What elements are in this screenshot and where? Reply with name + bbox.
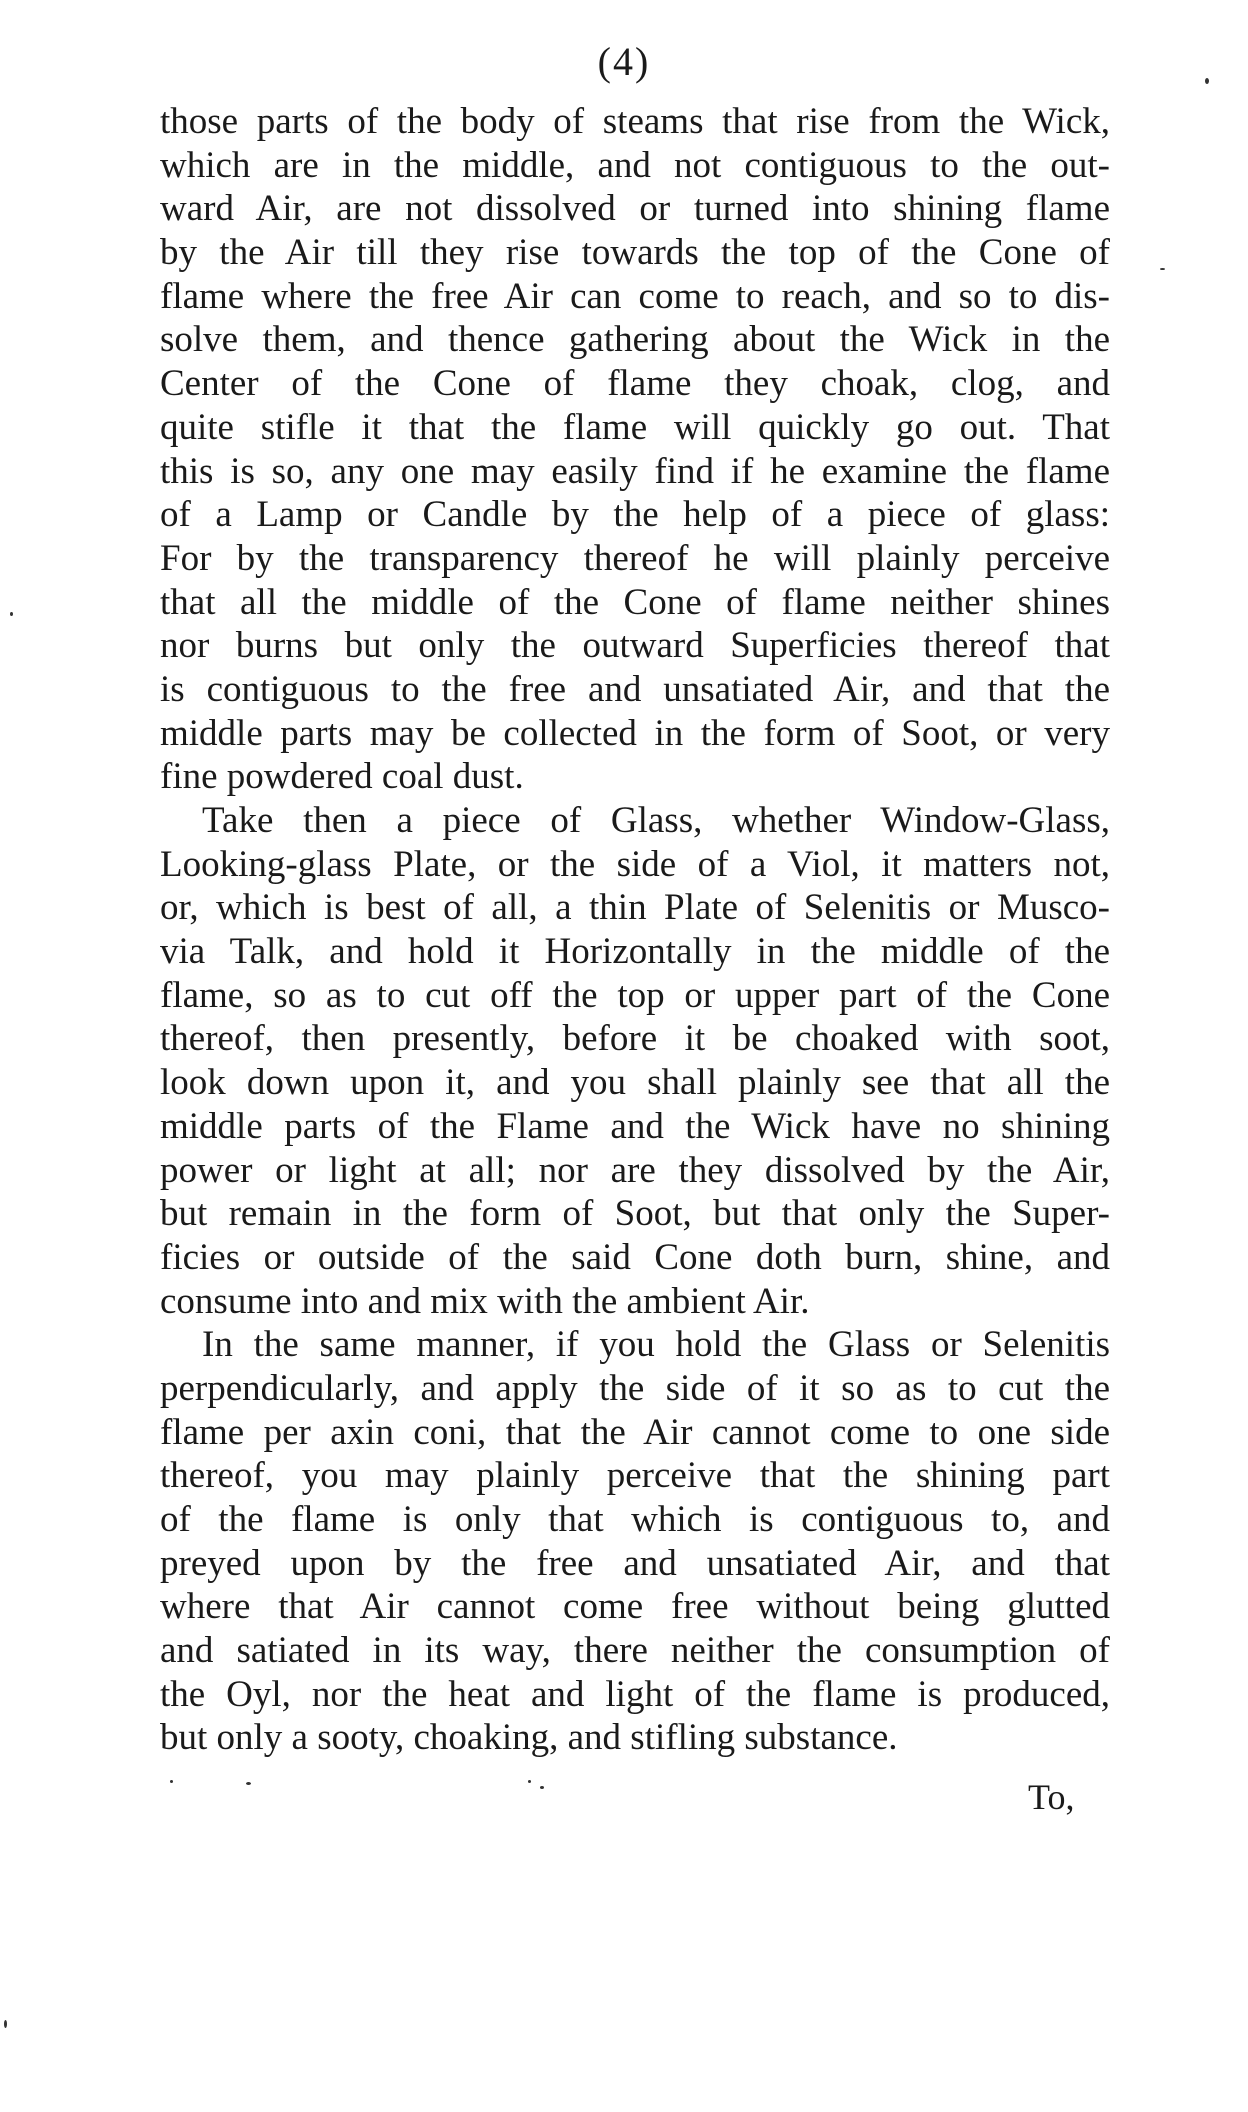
- page-number: (4): [597, 39, 651, 84]
- text-line: flame where the free Air can come to reach, and so to dis-: [160, 275, 1110, 317]
- paragraph-2: [160, 799, 1110, 1323]
- text-line: via Talk, and hold it Horizontally in the middle of the: [160, 931, 1110, 973]
- paragraph-1: [160, 100, 1110, 799]
- text-line: or, which is best of all, a thin Plate of Selenitis or Musco-: [160, 887, 1110, 929]
- text-line: look down upon it, and you shall plainly see that all the: [160, 1062, 1110, 1104]
- text-line: solve them, and thence gathering about the Wick in the: [160, 319, 1110, 361]
- text-line: fine powdered coal dust.: [160, 756, 524, 798]
- paragraph-3: [160, 1323, 1110, 1760]
- text-line: quite stifle it that the flame will quickly go out. That: [160, 406, 1110, 448]
- text-line: where that Air cannot come free without being glutted: [160, 1586, 1110, 1628]
- text-line: ward Air, are not dissolved or turned into shining flame: [160, 188, 1110, 230]
- text-line: of a Lamp or Candle by the help of a piece of glass:: [160, 494, 1110, 536]
- text-line: preyed upon by the free and unsatiated Air, and that: [160, 1542, 1110, 1584]
- scan-speck: [1160, 268, 1165, 270]
- text-line: flame per axin coni, that the Air cannot come to one side: [160, 1411, 1110, 1453]
- text-line: perpendicularly, and apply the side of it so as to cut the: [160, 1367, 1110, 1409]
- text-line: Center of the Cone of flame they choak, clog, and: [160, 363, 1110, 405]
- text-line: of the flame is only that which is contiguous to, and: [160, 1499, 1110, 1540]
- text-line: but only a sooty, choaking, and stifling substance.: [160, 1717, 898, 1759]
- text-line: flame, so as to cut off the top or upper part of the Cone: [160, 974, 1110, 1016]
- text-line: those parts of the body of steams that rise from the Wick,: [160, 101, 1110, 142]
- text-line: by the Air till they rise towards the top of the Cone of: [160, 232, 1110, 274]
- text-line: this is so, any one may easily find if he examine the flame: [160, 450, 1110, 492]
- scan-speck: [1205, 78, 1209, 84]
- scan-speck: [540, 1786, 544, 1789]
- text-line: Take then a piece of Glass, whether Window-Glass,: [202, 800, 1110, 841]
- text-line: thereof, then presently, before it be choaked with soot,: [160, 1018, 1110, 1060]
- body-text: [160, 100, 1110, 1760]
- catchword: To,: [1028, 1777, 1075, 1817]
- text-line: but remain in the form of Soot, but that only the Super-: [160, 1193, 1110, 1235]
- text-line: power or light at all; nor are they dissolved by the Air,: [160, 1149, 1110, 1191]
- text-line: middle parts may be collected in the form of Soot, or very: [160, 712, 1110, 754]
- scan-speck: [170, 1780, 173, 1783]
- text-line: is contiguous to the free and unsatiated Air, and that the: [160, 668, 1110, 710]
- text-line: For by the transparency thereof he will plainly perceive: [160, 537, 1110, 579]
- text-line: middle parts of the Flame and the Wick have no shining: [160, 1105, 1110, 1147]
- text-line: that all the middle of the Cone of flame neither shines: [160, 581, 1110, 623]
- scan-speck: [4, 2020, 7, 2028]
- scan-speck: [528, 1780, 531, 1783]
- scan-speck: [10, 612, 13, 616]
- text-line: In the same manner, if you hold the Glass or Selenitis: [202, 1324, 1110, 1366]
- text-line: the Oyl, nor the heat and light of the flame is produced,: [160, 1673, 1110, 1715]
- text-line: and satiated in its way, there neither the consumption of: [160, 1630, 1110, 1672]
- text-line: Looking-glass Plate, or the side of a Viol, it matters not,: [160, 843, 1110, 885]
- text-line: consume into and mix with the ambient Air.: [160, 1280, 810, 1322]
- text-line: nor burns but only the outward Superficies thereof that: [160, 625, 1110, 667]
- scan-speck: [246, 1782, 251, 1785]
- text-line: ficies or outside of the said Cone doth burn, shine, and: [160, 1236, 1110, 1278]
- text-line: thereof, you may plainly perceive that the shining part: [160, 1455, 1110, 1497]
- text-line: which are in the middle, and not contiguous to the out-: [160, 144, 1110, 186]
